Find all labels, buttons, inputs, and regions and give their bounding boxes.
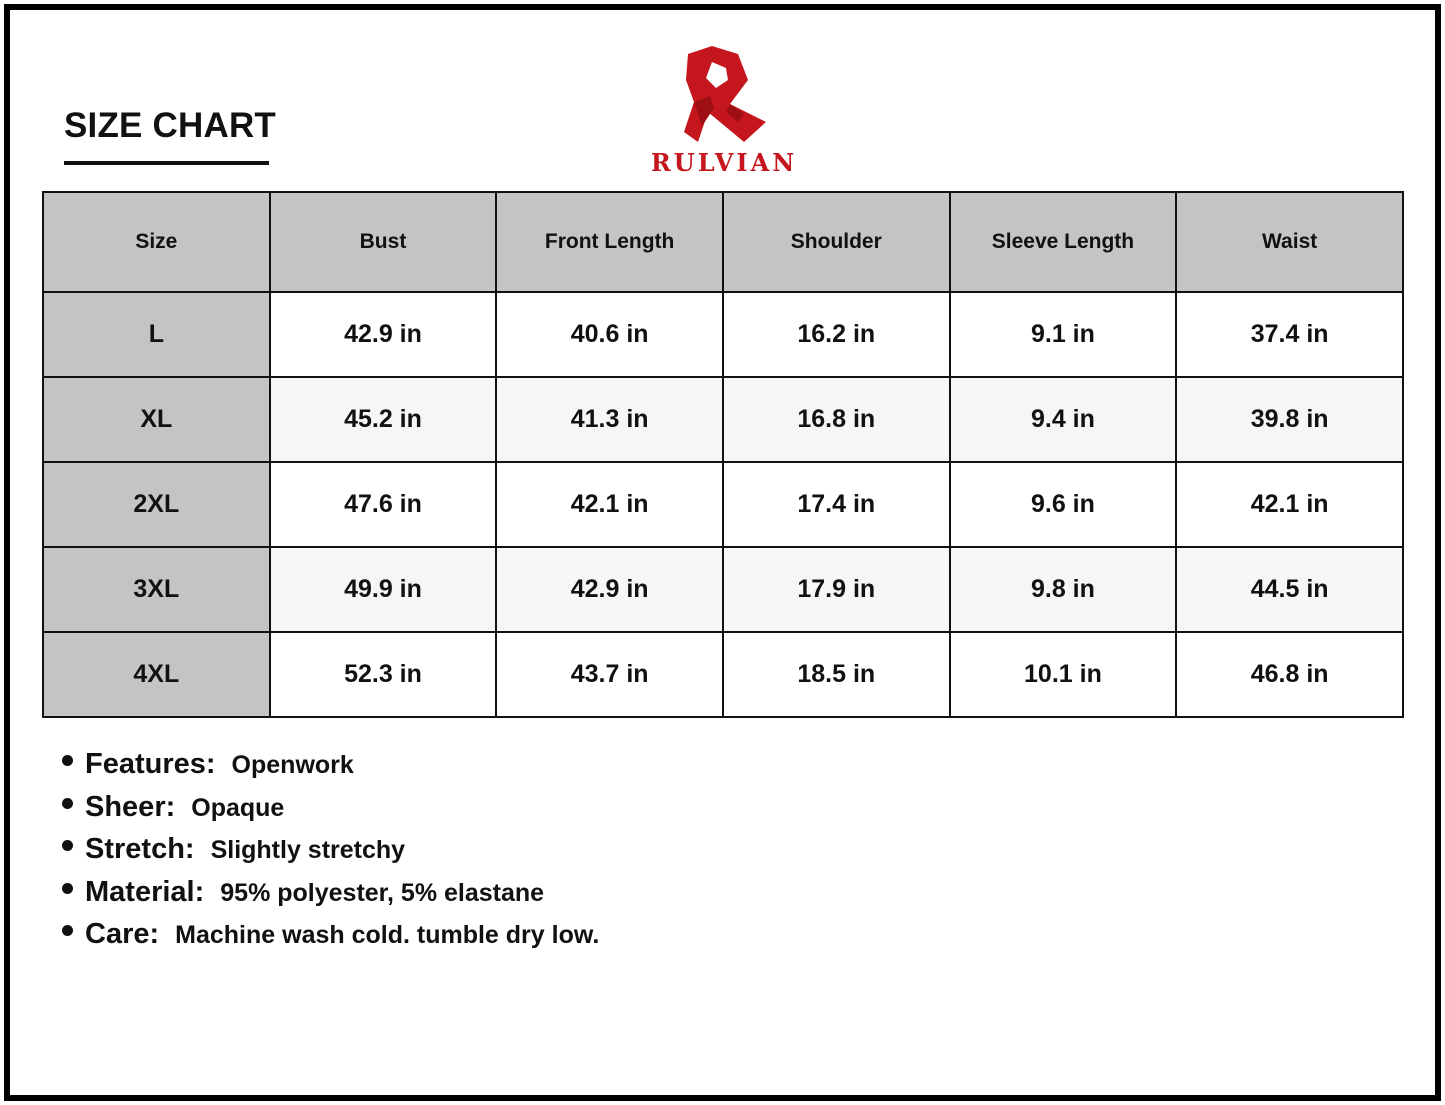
- table-cell: 42.9 in: [270, 292, 497, 377]
- table-row: [43, 632, 1403, 717]
- size-cell: 2XL: [43, 462, 270, 547]
- table-cell: 9.6 in: [950, 462, 1177, 547]
- bullet-icon: [62, 883, 73, 894]
- table-cell: 40.6 in: [496, 292, 723, 377]
- column-header: Front Length: [496, 192, 723, 292]
- table-cell: 18.5 in: [723, 632, 950, 717]
- r-logo-icon: [680, 46, 770, 144]
- title-underline: [64, 161, 269, 165]
- table-cell: 37.4 in: [1176, 292, 1403, 377]
- list-item: [62, 748, 599, 791]
- list-item: [62, 833, 599, 876]
- table-cell: 47.6 in: [270, 462, 497, 547]
- table-cell: 39.8 in: [1176, 377, 1403, 462]
- list-item: [62, 791, 599, 834]
- column-header: Shoulder: [723, 192, 950, 292]
- table-row: [43, 377, 1403, 462]
- table-cell: 17.9 in: [723, 547, 950, 632]
- list-item: [62, 876, 599, 919]
- product-features-list: [62, 748, 599, 961]
- table-cell: 16.8 in: [723, 377, 950, 462]
- feature-label: Material:: [85, 875, 205, 908]
- bullet-icon: [62, 798, 73, 809]
- table-cell: 45.2 in: [270, 377, 497, 462]
- table-cell: 9.4 in: [950, 377, 1177, 462]
- column-header: Waist: [1176, 192, 1403, 292]
- table-row: [43, 547, 1403, 632]
- feature-value: Machine wash cold. tumble dry low.: [175, 921, 600, 949]
- table-cell: 42.9 in: [496, 547, 723, 632]
- list-item: [62, 918, 599, 961]
- table-cell: 17.4 in: [723, 462, 950, 547]
- brand-logo: [638, 44, 810, 179]
- feature-label: Care:: [85, 918, 160, 950]
- size-table: [42, 191, 1404, 718]
- table-cell: 9.8 in: [950, 547, 1177, 632]
- table-cell: 16.2 in: [723, 292, 950, 377]
- table-cell: 9.1 in: [950, 292, 1177, 377]
- size-cell: 3XL: [43, 547, 270, 632]
- page-title: SIZE CHART: [64, 106, 276, 145]
- table-cell: 42.1 in: [496, 462, 723, 547]
- feature-value: Openwork: [231, 751, 354, 779]
- feature-label: Stretch:: [85, 833, 195, 865]
- feature-value: Slightly stretchy: [210, 836, 406, 864]
- table-cell: 42.1 in: [1176, 462, 1403, 547]
- table-cell: 44.5 in: [1176, 547, 1403, 632]
- size-cell: 4XL: [43, 632, 270, 717]
- table-row: [43, 462, 1403, 547]
- table-cell: 49.9 in: [270, 547, 497, 632]
- column-header: Size: [43, 192, 270, 292]
- brand-name: RULVIAN: [650, 148, 798, 177]
- table-cell: 41.3 in: [496, 377, 723, 462]
- bullet-icon: [62, 925, 73, 936]
- table-cell: 46.8 in: [1176, 632, 1403, 717]
- table-cell: 52.3 in: [270, 632, 497, 717]
- table-cell: 10.1 in: [950, 632, 1177, 717]
- feature-label: Features:: [85, 748, 216, 780]
- feature-value: 95% polyester, 5% elastane: [220, 878, 545, 907]
- bullet-icon: [62, 840, 73, 851]
- feature-value: Opaque: [191, 793, 285, 822]
- table-header-row: [43, 192, 1403, 292]
- table-cell: 43.7 in: [496, 632, 723, 717]
- size-cell: XL: [43, 377, 270, 462]
- table-row: [43, 292, 1403, 377]
- column-header: Sleeve Length: [950, 192, 1177, 292]
- feature-label: Sheer:: [85, 790, 176, 823]
- bullet-icon: [62, 755, 73, 766]
- size-cell: L: [43, 292, 270, 377]
- column-header: Bust: [270, 192, 497, 292]
